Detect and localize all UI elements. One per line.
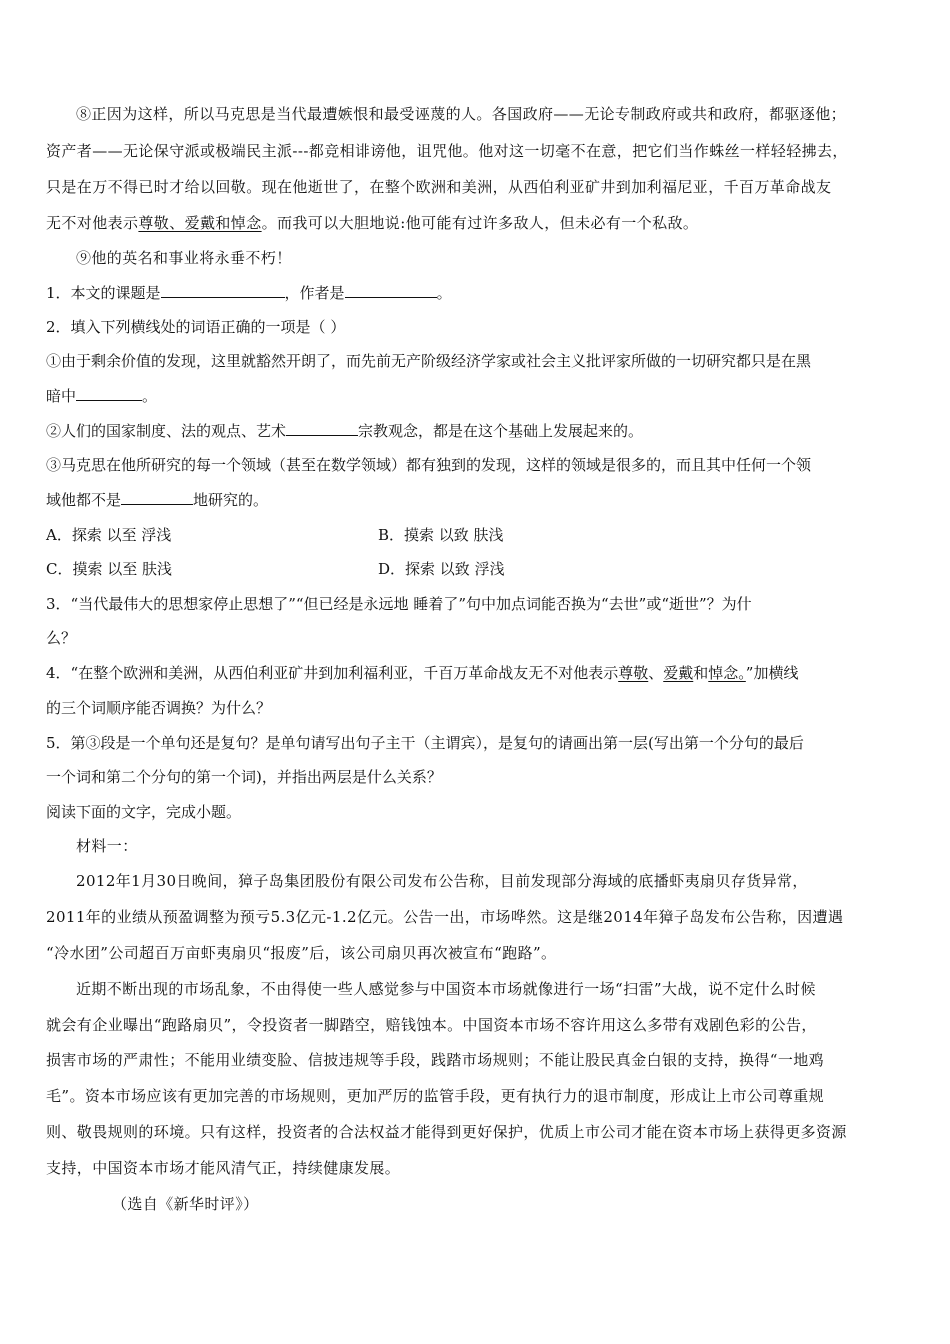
- q2-s1-end: 。: [142, 387, 158, 405]
- material-1-p1-line-1: 2012年1月30日晚间，獐子岛集团股份有限公司发布公告称，目前发现部分海域的底播虾夷扇贝存货异常，: [76, 872, 808, 890]
- question-5-line-1: 5．第③段是一个单句还是复句？是单句请写出句子主干（主谓宾），是复句的请画出第一层(写出第一个分句的最后: [46, 734, 804, 752]
- question-2-stem: 2．填入下列横线处的词语正确的一项是（ ）: [46, 318, 346, 336]
- q4-text-a: 4．“在整个欧洲和美洲，从西伯利亚矿井到加利福利亚，千百万革命战友无不对他表示: [46, 664, 619, 682]
- q2-sentence-1-line-2: [46, 386, 157, 406]
- q4-text-b: ”加横线: [745, 664, 799, 682]
- q4-sep-2: 和: [693, 664, 709, 682]
- question-5-line-2: 一个词和第二个分句的第一个词)，并指出两层是什么关系？: [46, 768, 442, 786]
- question-1: [46, 283, 452, 303]
- material-1-p2-line-4: 毛”。资本市场应该有更加完善的市场规则，更加严厉的监管手段，更有执行力的退市制度，形成让上市公司尊重规: [46, 1087, 825, 1105]
- q2-blank-2[interactable]: [286, 421, 358, 436]
- q1-text-a: 1．本文的课题是: [46, 284, 161, 302]
- q2-s2-text-a: ②人们的国家制度、法的观点、艺术: [46, 422, 287, 440]
- material-1-p1-line-3: “冷水团”公司超百万亩虾夷扇贝“报废”后，该公司扇贝再次被宣布“跑路”。: [46, 944, 557, 962]
- q2-s1-text: 暗中: [46, 387, 77, 405]
- para8-line-3: 只是在万不得已时才给以回敬。现在他逝世了，在整个欧洲和美洲，从西伯利亚矿井到加利福尼亚，千百万革命战友: [46, 178, 832, 196]
- material-1-p1-line-2: 2011年的业绩从预盈调整为预亏5.3亿元-1.2亿元。公告一出，市场哗然。这是继2014年獐子岛发布公告称，因遭遇: [46, 908, 844, 926]
- q2-option-b[interactable]: B．摸索 以致 肤浅: [378, 526, 504, 544]
- material-1-p2-line-2: 就会有企业曝出“跑路扇贝”，令投资者一脚踏空，赔钱蚀本。中国资本市场不容许用这么多带有戏剧色彩的公告，: [46, 1016, 817, 1034]
- q4-underlined-word-3: 悼念。: [708, 664, 746, 682]
- q4-underlined-word-1: 尊敬: [618, 664, 649, 682]
- material-1-p2-line-6: 支持，中国资本市场才能风清气正，持续健康发展。: [46, 1159, 401, 1177]
- material-1-p2-line-3: 损害市场的严肃性；不能用业绩变脸、信披违规等手段，践踏市场规则；不能让股民真金白银的支持，换得“一地鸡: [46, 1051, 825, 1069]
- q2-sentence-2: [46, 421, 643, 441]
- q2-blank-3[interactable]: [121, 490, 193, 505]
- q2-sentence-3-line-2: [46, 490, 268, 510]
- q2-sentence-1-line-1: ①由于剩余价值的发现，这里就豁然开朗了，而先前无产阶级经济学家或社会主义批评家所做的一切研究都只是在黑: [46, 352, 812, 370]
- para8-line-4-b: 。而我可以大胆地说:他可能有过许多敌人，但未必有一个私敌。: [261, 214, 699, 232]
- para9: ⑨他的英名和事业将永垂不朽！: [76, 249, 292, 267]
- para8-line-1: ⑧正因为这样，所以马克思是当代最遭嫉恨和最受诬蔑的人。各国政府——无论专制政府或共和政府，都驱逐他；: [76, 105, 847, 123]
- q1-text-c: 。: [436, 284, 452, 302]
- para8-line-4: [46, 213, 698, 233]
- material-1-title: 材料一：: [76, 837, 138, 855]
- source-citation: （选自《新华时评》）: [112, 1195, 259, 1213]
- q1-blank-author[interactable]: [345, 283, 437, 298]
- question-4-line-2: 的三个词顺序能否调换？为什么？: [46, 699, 272, 717]
- q2-option-d[interactable]: D．探索 以致 浮浅: [378, 560, 505, 578]
- material-1-p2-line-1: 近期不断出现的市场乱象，不由得使一些人感觉参与中国资本市场就像进行一场“扫雷”大战，说不定什么时候: [76, 980, 816, 998]
- q2-blank-1[interactable]: [76, 386, 142, 401]
- q4-underlined-word-2: 爱戴: [663, 664, 694, 682]
- q2-option-c[interactable]: C．摸索 以至 肤浅: [46, 560, 173, 578]
- reading-instruction: 阅读下面的文字，完成小题。: [46, 803, 242, 821]
- para8-line-2: 资产者——无论保守派或极端民主派---都竞相诽谤他，诅咒他。他对这一切毫不在意，把它们当作蛛丝一样轻轻拂去，: [46, 142, 848, 160]
- material-1-p2-line-5: 则、敬畏规则的环境。只有这样，投资者的合法权益才能得到更好保护，优质上市公司才能在资本市场上获得更多资源: [46, 1123, 847, 1141]
- para8-line-4-a: 无不对他表示: [46, 214, 139, 232]
- q2-sentence-3-line-1: ③马克思在他所研究的每一个领域（甚至在数学领域）都有独到的发现，这样的领域是很多的，而且其中任何一个领: [46, 456, 812, 474]
- q2-option-a[interactable]: A．探索 以至 浮浅: [46, 526, 172, 544]
- q2-s3-text-a: 域他都不是: [46, 491, 122, 509]
- q4-sep-1: 、: [648, 664, 664, 682]
- question-3-line-1: 3．“当代最伟大的思想家停止思想了”“但已经是永远地 睡着了”句中加点词能否换为“去世”或“逝世”？为什: [46, 595, 752, 613]
- q1-blank-title[interactable]: [161, 283, 285, 298]
- question-3-line-2: 么？: [46, 629, 77, 647]
- q2-s2-text-b: 宗教观念，都是在这个基础上发展起来的。: [358, 422, 644, 440]
- para8-underlined-words: 尊敬、爱戴和悼念: [138, 214, 262, 232]
- q2-s3-text-b: 地研究的。: [193, 491, 269, 509]
- question-4-line-1: [46, 663, 798, 683]
- q1-text-b: ，作者是: [284, 284, 345, 302]
